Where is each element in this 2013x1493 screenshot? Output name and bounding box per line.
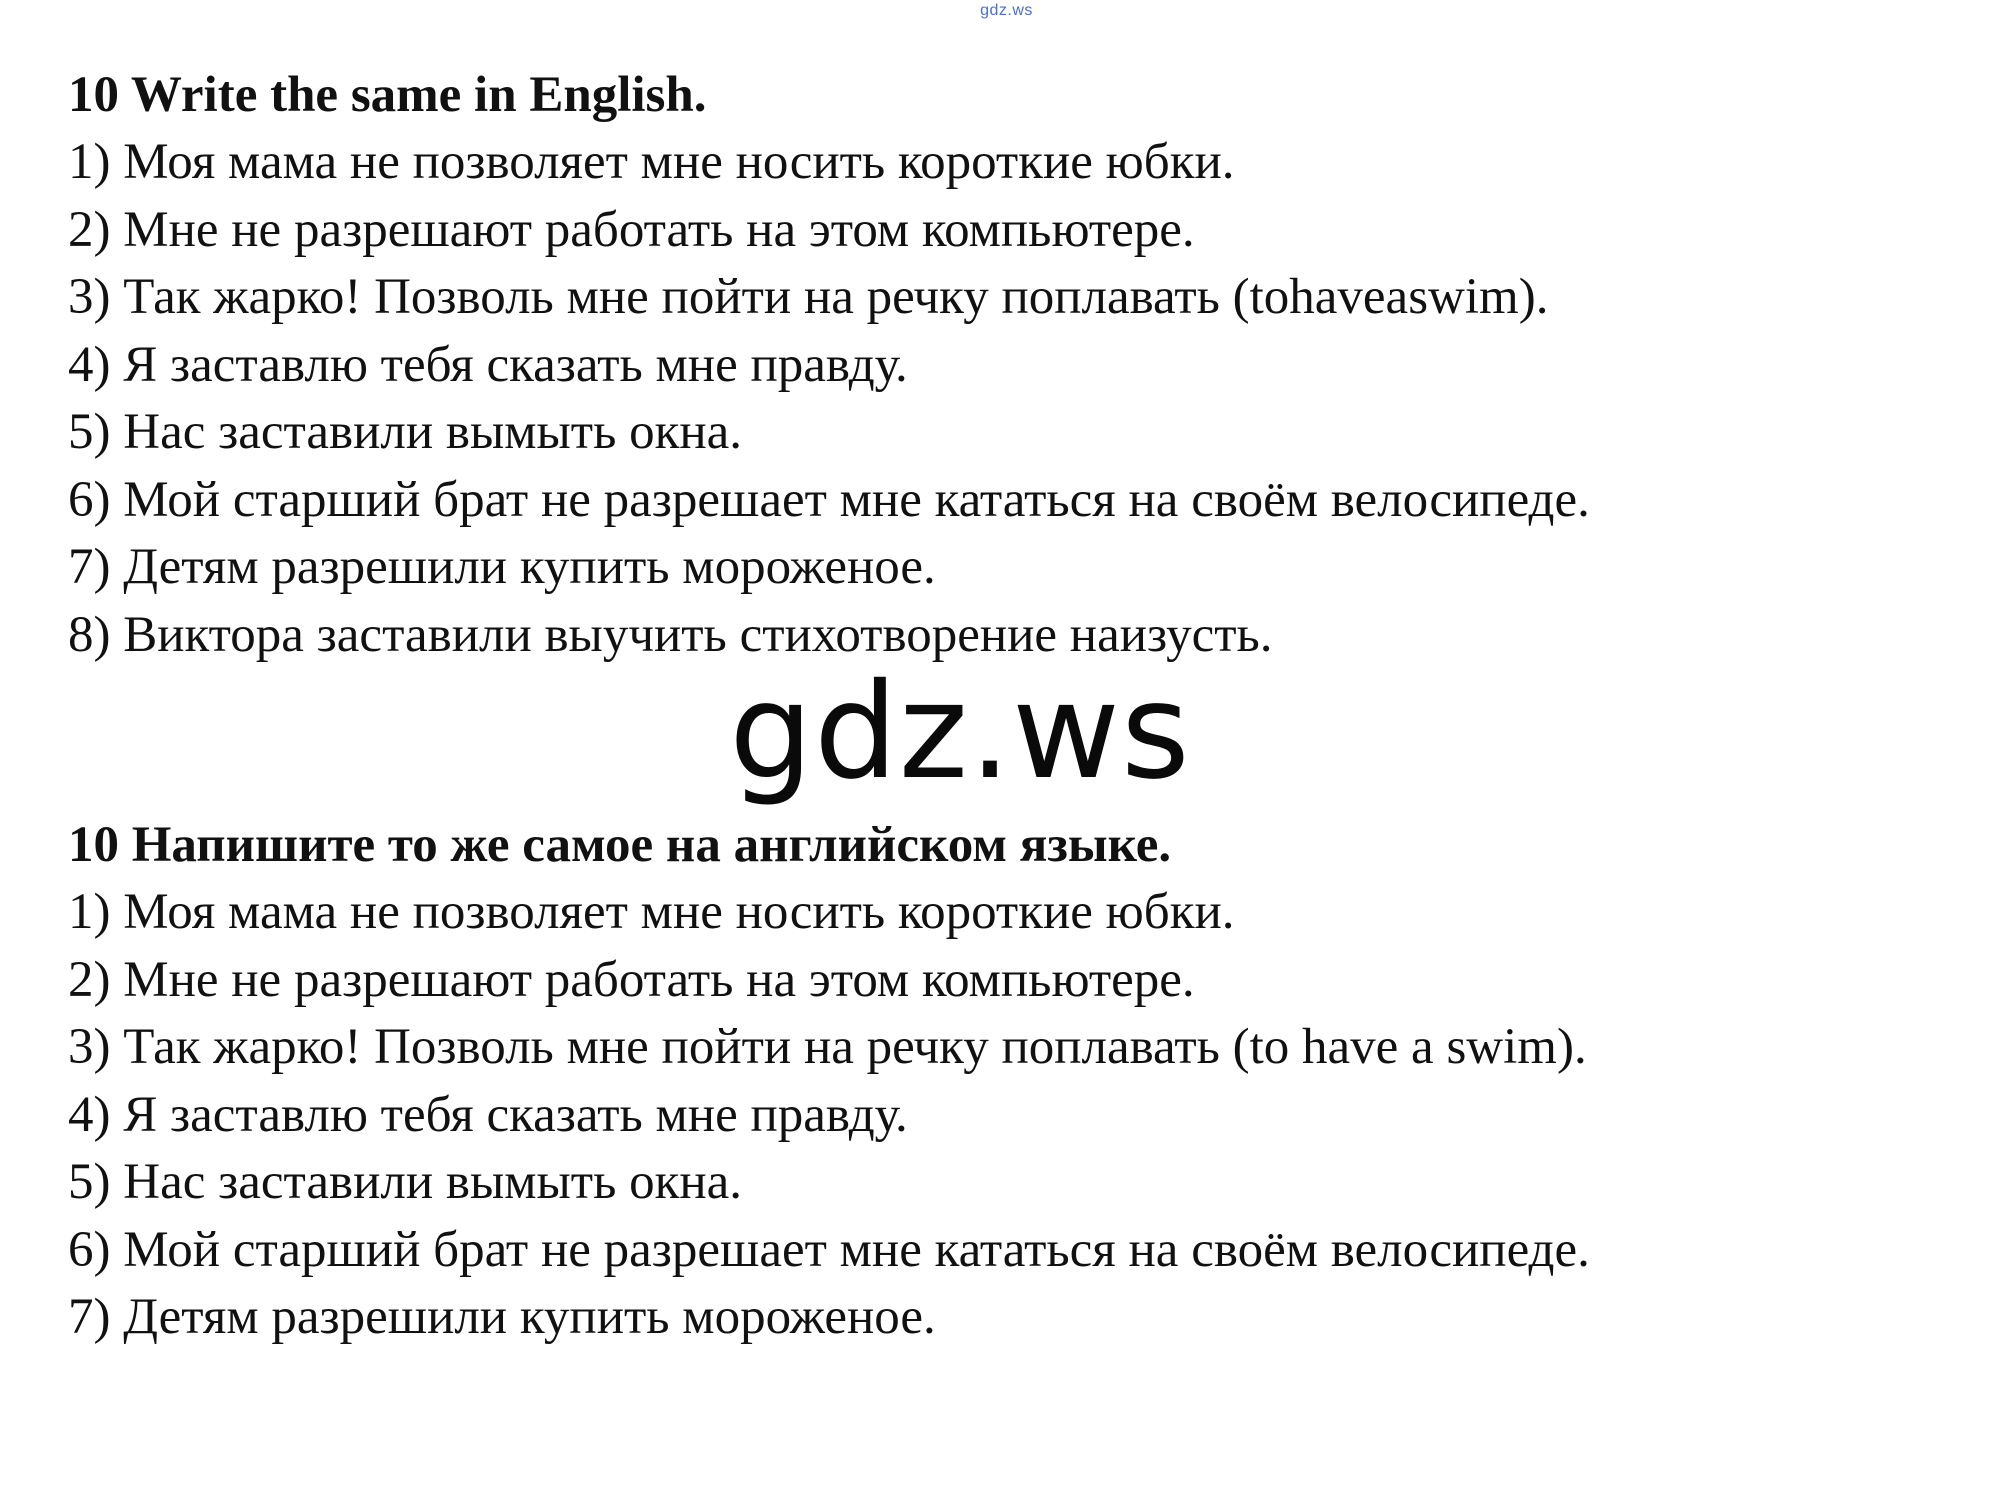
sentence-list [68,129,1968,669]
exercise-russian-section [68,812,1968,1352]
exercise-heading: 10 Напишите то же самое на английском языке. [68,817,1172,873]
exercise-heading: 10 Write the same in English. [68,67,707,123]
list-item: 4) Я заставлю тебя сказать мне правду. [68,1086,908,1143]
list-item: 7) Детям разрешили купить мороженое. [68,539,936,595]
list-item: 3) Так жарко! Позволь мне пойти на речку поплавать (to have a swim). [68,1019,1587,1075]
list-item: 6) Мой старший брат не разрешает мне кататься на своём велосипеде. [68,471,1590,528]
exercise-english-section [68,62,1968,669]
list-item: 7) Детям разрешили купить мороженое. [68,1289,936,1345]
sentence-list [68,879,1968,1352]
list-item: 2) Мне не разрешают работать на этом компьютере. [68,951,1195,1008]
center-watermark: gdz.ws [729,655,1191,809]
list-item: 1) Моя мама не позволяет мне носить короткие юбки. [68,134,1235,190]
list-item: 6) Мой старший брат не разрешает мне кататься на своём велосипеде. [68,1221,1590,1278]
list-item: 5) Нас заставили вымыть окна. [68,404,743,460]
list-item: 2) Мне не разрешают работать на этом компьютере. [68,201,1195,258]
list-item: 8) Виктора заставили выучить стихотворение наизусть. [68,606,1273,663]
top-watermark: gdz.ws [980,2,1033,19]
list-item: 1) Моя мама не позволяет мне носить короткие юбки. [68,884,1235,940]
list-item: 3) Так жарко! Позволь мне пойти на речку поплавать (tohaveaswim). [68,269,1549,325]
list-item: 5) Нас заставили вымыть окна. [68,1154,743,1210]
list-item: 4) Я заставлю тебя сказать мне правду. [68,336,908,393]
